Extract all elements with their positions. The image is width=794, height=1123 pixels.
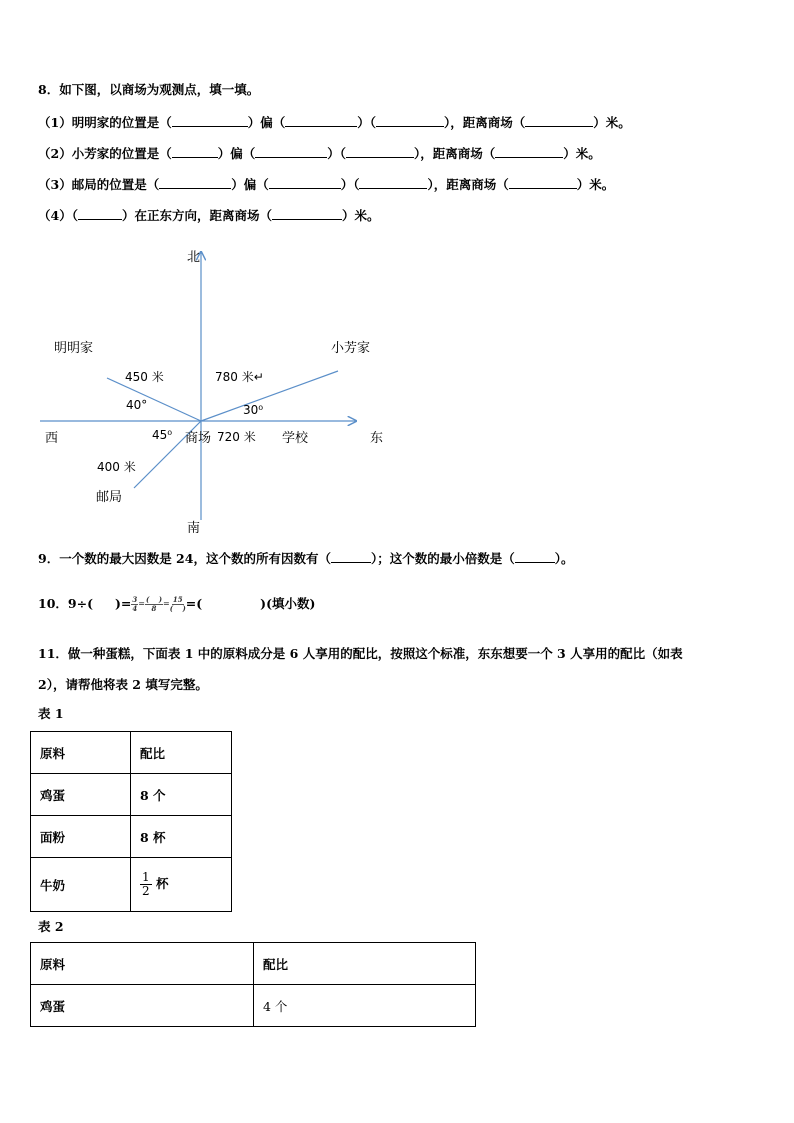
table-row <box>31 774 232 816</box>
school-label: 学校 <box>282 431 309 446</box>
table-cell: 鸡蛋 <box>31 774 131 816</box>
fraction <box>131 596 138 613</box>
center-label: 商场 <box>185 431 212 446</box>
answer-blank[interactable] <box>255 145 327 158</box>
q8-line-2 <box>38 145 601 163</box>
table-row <box>31 943 476 985</box>
q8-line-1 <box>38 114 631 132</box>
q8-line-4 <box>38 207 379 225</box>
table-cell: 4 个 <box>254 985 476 1027</box>
fraction-denominator: 8 <box>151 603 157 613</box>
table-header: 配比 <box>254 943 476 985</box>
q11-line-2: 2），请帮他将表 2 填写完整。 <box>38 677 208 692</box>
q8-3-text-d: ），距离商场（ <box>427 177 509 192</box>
q8-3-text-c: ）（ <box>340 177 360 192</box>
q9-text-a: 9．一个数的最大因数是 24，这个数的所有因数有（ <box>38 551 331 566</box>
answer-blank[interactable] <box>515 550 555 563</box>
fraction[interactable] <box>145 596 163 613</box>
answer-blank[interactable] <box>346 145 414 158</box>
q8-2-text-a: （2）小芳家的位置是（ <box>38 146 172 161</box>
answer-blank[interactable] <box>269 176 341 189</box>
answer-blank[interactable] <box>172 145 218 158</box>
table2-title: 表 2 <box>38 919 64 934</box>
answer-blank[interactable] <box>509 176 577 189</box>
fraction-numerator: 15 <box>172 594 183 604</box>
q10-prefix: 10．9÷( <box>38 596 93 611</box>
table-row <box>31 985 476 1027</box>
table-cell: 面粉 <box>31 816 131 858</box>
mingming-distance: 450 米 <box>125 370 164 384</box>
answer-blank[interactable] <box>495 145 563 158</box>
table-cell: 牛奶 <box>31 858 131 912</box>
q10-text: =( <box>185 596 203 611</box>
xiaofang-label: 小芳家 <box>331 341 371 356</box>
answer-blank[interactable] <box>376 114 444 127</box>
q10-text: )= <box>114 596 132 611</box>
equals-sign: = <box>138 599 145 608</box>
west-label: 西 <box>45 431 59 446</box>
north-label: 北 <box>187 250 201 265</box>
fraction-numerator: ( ) <box>145 594 163 604</box>
table1-title: 表 1 <box>38 706 64 721</box>
table-row <box>31 816 232 858</box>
q8-line-3 <box>38 176 614 194</box>
post-office-label: 邮局 <box>96 490 123 505</box>
table-cell: 8 杯 <box>131 816 232 858</box>
table-cell: 鸡蛋 <box>31 985 254 1027</box>
table-header: 原料 <box>31 943 254 985</box>
fraction-numerator: 1 <box>142 870 150 884</box>
answer-blank[interactable] <box>272 207 342 220</box>
q8-1-text-b: ）偏（ <box>247 115 286 130</box>
xiaofang-angle: 30⁰ <box>243 403 264 417</box>
unit-text: 杯 <box>156 876 169 891</box>
table-row <box>31 858 232 912</box>
q9-text-c: ）。 <box>554 551 574 566</box>
q8-2-text-b: ）偏（ <box>217 146 256 161</box>
q10 <box>38 595 315 613</box>
q9 <box>38 550 573 568</box>
mingming-angle: 40° <box>126 398 148 412</box>
q8-1-text-d: ），距离商场（ <box>443 115 526 130</box>
table-1 <box>30 731 232 912</box>
fraction-denominator: 2 <box>142 884 150 898</box>
table-header: 配比 <box>131 732 232 774</box>
table-cell <box>131 858 232 912</box>
q8-3-text-e: ）米。 <box>576 177 615 192</box>
answer-blank[interactable] <box>525 114 593 127</box>
q8-title: 8．如下图，以商场为观测点，填一填。 <box>38 82 260 97</box>
table-row <box>31 732 232 774</box>
fraction-denominator: ( ) <box>169 603 186 613</box>
equals-sign: = <box>163 599 170 608</box>
fraction-denominator: 4 <box>132 603 138 613</box>
post-office-distance: 400 米 <box>97 460 136 474</box>
fraction[interactable] <box>170 596 186 613</box>
q8-3-text-b: ）偏（ <box>231 177 269 192</box>
east-label: 东 <box>370 431 384 446</box>
school-distance: 720 米 <box>217 430 256 444</box>
answer-blank[interactable] <box>285 114 357 127</box>
answer-blank[interactable] <box>172 114 248 127</box>
fraction-numerator: 3 <box>132 594 138 604</box>
xiaofang-distance: 780 米↵ <box>215 370 264 384</box>
q8-2-text-c: ）（ <box>327 146 346 161</box>
table-cell: 8 个 <box>131 774 232 816</box>
table-header: 原料 <box>31 732 131 774</box>
answer-blank[interactable] <box>331 550 371 563</box>
answer-blank[interactable] <box>159 176 231 189</box>
q8-4-text-b: ）在正东方向，距离商场（ <box>121 208 272 223</box>
q8-2-text-e: ）米。 <box>563 146 601 161</box>
q8-2-text-d: ），距离商场（ <box>413 146 496 161</box>
q8-1-text-a: （1）明明家的位置是（ <box>38 115 172 130</box>
q8-4-text-c: ）米。 <box>341 208 380 223</box>
answer-blank[interactable] <box>78 207 122 220</box>
fraction <box>140 871 152 898</box>
south-label: 南 <box>187 521 201 536</box>
table-2 <box>30 942 476 1027</box>
q10-suffix: )(填小数) <box>260 596 316 611</box>
mingming-label: 明明家 <box>54 341 94 356</box>
q8-4-text-a: （4）（ <box>38 208 78 223</box>
q8-1-text-e: ）米。 <box>593 115 631 130</box>
post-office-angle: 45⁰ <box>152 428 173 442</box>
q11-line-1: 11．做一种蛋糕，下面表 1 中的原料成分是 6 人享用的配比，按照这个标准，东东想要一个 3 人享用的配比（如表 <box>38 646 683 661</box>
q8-1-text-c: ）（ <box>357 115 376 130</box>
q9-text-b: ）；这个数的最小倍数是（ <box>370 551 515 566</box>
q8-3-text-a: （3）邮局的位置是（ <box>38 177 160 192</box>
direction-diagram <box>0 240 420 540</box>
answer-blank[interactable] <box>359 176 427 189</box>
